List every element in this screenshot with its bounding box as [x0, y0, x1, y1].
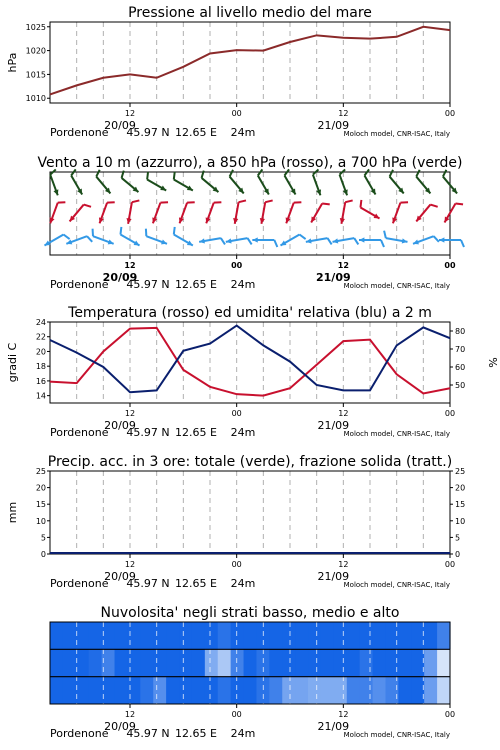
cloud-cell	[347, 622, 361, 649]
wind-feather	[381, 240, 384, 247]
cloud-cell	[437, 677, 451, 704]
cloud-cell	[89, 622, 103, 649]
cloud-cell	[127, 677, 141, 704]
x-tick-label: 12	[124, 261, 136, 270]
wind-barb	[233, 200, 246, 223]
wind-feather	[221, 238, 225, 244]
location-elev: 24m	[230, 278, 256, 291]
cloud-cell	[153, 677, 167, 704]
cloud-cell	[63, 622, 77, 649]
model-credit: Moloch model, CNR-ISAC, Italy	[343, 731, 450, 739]
y2-tick-label: 0	[455, 550, 461, 559]
wind-feather	[247, 238, 251, 244]
location-lon: 12.65 E	[175, 126, 217, 139]
wind-barb	[439, 237, 464, 247]
x-tick-label: 00	[444, 261, 456, 270]
y2-tick-label: 15	[455, 500, 466, 510]
cloud-cell	[153, 649, 167, 676]
x-tick-label: 00	[231, 261, 243, 270]
cloud-cell	[269, 677, 283, 704]
y2-tick-label: 10	[455, 516, 466, 526]
pressure-panel	[6, 5, 455, 139]
wind-barb	[70, 205, 91, 222]
model-credit: Moloch model, CNR-ISAC, Italy	[343, 430, 450, 438]
cloud-cell	[282, 677, 296, 704]
cloud-cell	[424, 622, 438, 649]
y-tick-label: 1015	[25, 70, 46, 80]
y-tick-label: 1020	[25, 46, 46, 56]
cloud-cell	[373, 677, 387, 704]
cloud-cell	[437, 649, 451, 676]
location-lat: 45.97 N	[126, 126, 170, 139]
cloud-cell	[244, 649, 258, 676]
humidity-line	[50, 326, 450, 393]
cloud-cell	[360, 677, 374, 704]
wind-barb	[280, 235, 305, 246]
wind-feather	[132, 200, 139, 202]
cloud-cell	[63, 649, 77, 676]
y-tick-label: 16	[35, 376, 46, 386]
cloud-cell	[166, 622, 180, 649]
cloud-cell	[127, 622, 141, 649]
y-tick-label: 15	[35, 500, 46, 510]
y-tick-label: 20	[35, 347, 46, 357]
cloud-cell	[179, 649, 193, 676]
cloud-cell	[179, 622, 193, 649]
wind-barb	[416, 205, 437, 222]
location-lon: 12.65 E	[175, 426, 217, 439]
y-tick-label: 18	[35, 362, 46, 372]
cloud-cell	[308, 622, 322, 649]
wind-feather	[147, 172, 148, 180]
cloud-cell	[321, 649, 335, 676]
wind-barb	[44, 235, 69, 246]
cloud-cell	[231, 677, 245, 704]
cloud-cell	[76, 649, 90, 676]
pressure-line	[50, 27, 450, 95]
wind-panel	[37, 155, 464, 291]
x-tick-label: 12	[338, 109, 349, 118]
wind-title: Vento a 10 m (azzurro), a 850 hPa (rosso), a 700 hPa (verde)	[37, 155, 463, 171]
pressure-frame	[50, 22, 450, 103]
cloud-cell	[308, 649, 322, 676]
x-tick-label: 12	[338, 710, 349, 719]
location-name: Pordenone	[50, 577, 109, 590]
wind-barb	[286, 202, 302, 223]
cloud-cell	[269, 649, 283, 676]
location-lat: 45.97 N	[126, 727, 170, 740]
clouds-panel	[50, 605, 455, 740]
wind-barb	[445, 203, 464, 222]
cloud-cell	[360, 622, 374, 649]
cloud-cell	[269, 622, 283, 649]
wind-barb	[226, 238, 252, 244]
y2-tick-label: 70	[455, 345, 466, 354]
location-name: Pordenone	[50, 126, 109, 139]
cloud-cell	[295, 649, 309, 676]
cloud-cell	[373, 622, 387, 649]
cloud-cell	[398, 649, 412, 676]
location-lat: 45.97 N	[126, 278, 170, 291]
cloud-cell	[89, 649, 103, 676]
cloud-cell	[218, 622, 232, 649]
x-tick-label: 00	[444, 409, 456, 418]
location-lat: 45.97 N	[126, 426, 170, 439]
y-axis-label: mm	[6, 501, 19, 524]
y2-tick-label: 50	[455, 381, 466, 390]
wind-barb	[50, 202, 66, 223]
y-tick-label: 10	[35, 516, 46, 526]
cloud-cell	[308, 677, 322, 704]
x-tick-label: 12	[338, 560, 349, 569]
clouds-title: Nuvolosita' negli strati basso, medio e alto	[100, 605, 400, 621]
cloud-cell	[140, 649, 154, 676]
cloud-cell	[50, 622, 64, 649]
precip-title: Precip. acc. in 3 ore: totale (verde), frazione solida (tratt.)	[47, 454, 453, 470]
wind-feather	[120, 227, 121, 235]
wind-feather	[345, 200, 352, 202]
cloud-cell	[115, 649, 129, 676]
cloud-cell	[166, 649, 180, 676]
cloud-cell	[205, 622, 219, 649]
wind-barb	[413, 236, 439, 244]
cloud-cell	[89, 677, 103, 704]
cloud-cell	[218, 649, 232, 676]
cloud-cell	[437, 622, 451, 649]
y-axis-label: hPa	[6, 52, 19, 73]
model-credit: Moloch model, CNR-ISAC, Italy	[343, 581, 450, 589]
x-tick-label: 12	[124, 409, 136, 418]
wind-feather	[174, 227, 175, 235]
cloud-cell	[115, 622, 129, 649]
model-credit: Moloch model, CNR-ISAC, Italy	[343, 282, 450, 290]
wind-arrowhead	[252, 237, 257, 242]
y2-tick-label: 80	[455, 327, 466, 336]
wind-barb	[66, 236, 92, 244]
y-tick-label: 1025	[25, 22, 46, 32]
cloud-cell	[192, 622, 206, 649]
wind-feather	[300, 235, 306, 240]
wind-feather	[64, 235, 70, 240]
x-date-label: 20/09	[104, 570, 136, 583]
cloud-cell	[231, 649, 245, 676]
x-tick-label: 00	[231, 409, 242, 418]
y2-tick-label: 5	[455, 533, 461, 543]
y2-tick-label: 20	[455, 483, 466, 493]
wind-arrowhead	[439, 237, 444, 242]
x-tick-label: 12	[124, 710, 136, 719]
wind-feather	[265, 200, 272, 202]
wind-barb	[50, 169, 58, 195]
cloud-cell	[398, 677, 412, 704]
location-name: Pordenone	[50, 278, 109, 291]
precip-frame	[50, 471, 450, 554]
model-credit: Moloch model, CNR-ISAC, Italy	[343, 130, 450, 138]
cloud-cell	[140, 677, 154, 704]
wind-arrowhead	[359, 237, 364, 242]
x-date-label: 21/09	[316, 271, 351, 284]
wind-feather	[461, 240, 464, 247]
wind-feather	[430, 205, 437, 207]
location-name: Pordenone	[50, 727, 109, 740]
cloud-cell	[205, 649, 219, 676]
y-tick-label: 0	[40, 550, 46, 559]
location-lon: 12.65 E	[175, 577, 217, 590]
cloud-cell	[63, 677, 77, 704]
cloud-cell	[373, 649, 387, 676]
y2-axis-label: %	[486, 357, 499, 368]
wind-barb	[179, 202, 195, 223]
cloud-cell	[115, 677, 129, 704]
x-date-label: 21/09	[317, 419, 350, 432]
x-date-label: 21/09	[317, 720, 350, 733]
y-tick-label: 20	[35, 483, 46, 493]
wind-feather	[274, 240, 277, 247]
cloud-cell	[411, 622, 425, 649]
wind-barb	[99, 202, 115, 223]
cloud-cell	[321, 677, 335, 704]
y-tick-label: 5	[40, 533, 46, 543]
cloud-cell	[411, 649, 425, 676]
temperature-title: Temperatura (rosso) ed umidita' relativa (blu) a 2 m	[68, 305, 432, 321]
pressure-title: Pressione al livello medio del mare	[128, 5, 372, 21]
wind-feather	[360, 200, 361, 208]
x-tick-label: 12	[124, 109, 136, 118]
y2-tick-label: 60	[455, 363, 466, 372]
wind-feather	[322, 203, 330, 204]
cloud-cell	[179, 677, 193, 704]
cloud-cell	[50, 677, 64, 704]
x-tick-label: 00	[444, 710, 456, 719]
x-date-label: 20/09	[104, 720, 136, 733]
wind-barb	[260, 200, 273, 223]
cloud-cell	[192, 677, 206, 704]
cloud-cell	[282, 649, 296, 676]
x-tick-label: 12	[338, 409, 349, 418]
cloud-cell	[127, 649, 141, 676]
location-elev: 24m	[230, 126, 256, 139]
location-lon: 12.65 E	[175, 727, 217, 740]
cloud-cell	[424, 677, 438, 704]
cloud-cell	[347, 649, 361, 676]
location-name: Pordenone	[50, 426, 109, 439]
cloud-cell	[295, 622, 309, 649]
wind-barb	[333, 238, 359, 244]
wind-barb	[306, 238, 332, 244]
wind-barb	[252, 237, 277, 247]
cloud-cell	[244, 622, 258, 649]
y-tick-label: 22	[35, 332, 46, 342]
cloud-cell	[282, 622, 296, 649]
temperature-panel	[6, 305, 499, 439]
wind-barb	[384, 231, 407, 244]
cloud-cell	[231, 622, 245, 649]
temperature-line	[50, 328, 450, 396]
y2-tick-label: 25	[455, 467, 466, 476]
wind-feather	[354, 238, 358, 244]
wind-feather	[434, 236, 439, 242]
cloud-cell	[244, 677, 258, 704]
wind-arrowhead	[50, 217, 55, 223]
wind-feather	[239, 200, 246, 202]
cloud-cell	[334, 649, 348, 676]
x-tick-label: 00	[444, 109, 456, 118]
wind-arrowhead	[53, 189, 58, 195]
y-tick-label: 24	[35, 318, 46, 327]
y-tick-label: 14	[35, 391, 46, 401]
x-tick-label: 12	[337, 261, 349, 270]
cloud-cell	[76, 622, 90, 649]
y-tick-label: 1010	[25, 94, 46, 104]
x-date-label: 20/09	[104, 119, 136, 132]
wind-barb	[392, 202, 408, 223]
wind-barb	[126, 200, 139, 223]
x-tick-label: 00	[444, 560, 456, 569]
wind-feather	[456, 203, 464, 204]
wind-barb	[340, 200, 353, 223]
cloud-cell	[321, 622, 335, 649]
wind-arrowhead	[413, 239, 419, 244]
location-lat: 45.97 N	[126, 577, 170, 590]
location-lon: 12.65 E	[175, 278, 217, 291]
location-elev: 24m	[230, 577, 256, 590]
cloud-cell	[76, 677, 90, 704]
cloud-cell	[334, 677, 348, 704]
cloud-cell	[205, 677, 219, 704]
location-elev: 24m	[230, 426, 256, 439]
location-elev: 24m	[230, 727, 256, 740]
x-date-label: 20/09	[102, 271, 138, 284]
wind-feather	[87, 236, 92, 242]
wind-arrowhead	[66, 239, 72, 244]
x-tick-label: 12	[124, 560, 136, 569]
wind-feather	[84, 205, 91, 207]
y-axis-label: gradi C	[6, 342, 19, 383]
cloud-cell	[334, 622, 348, 649]
x-tick-label: 00	[231, 710, 242, 719]
x-date-label: 21/09	[317, 119, 350, 132]
wind-feather	[384, 231, 386, 238]
wind-feather	[174, 172, 175, 180]
cloud-cell	[166, 677, 180, 704]
y-tick-label: 25	[35, 467, 46, 476]
cloud-cell	[347, 677, 361, 704]
precip-panel	[6, 454, 465, 590]
cloud-cell	[295, 677, 309, 704]
wind-barb	[206, 202, 222, 223]
wind-arrowhead	[161, 239, 167, 244]
wind-feather	[327, 238, 331, 244]
cloud-cell	[398, 622, 412, 649]
x-date-label: 21/09	[317, 570, 350, 583]
x-tick-label: 00	[231, 560, 242, 569]
temperature-frame	[50, 322, 450, 403]
cloud-cell	[140, 622, 154, 649]
cloud-cell	[50, 649, 64, 676]
cloud-cell	[153, 622, 167, 649]
wind-barb	[359, 237, 384, 247]
x-date-label: 20/09	[104, 419, 136, 432]
cloud-cell	[192, 649, 206, 676]
cloud-cell	[424, 649, 438, 676]
wind-barb	[311, 203, 330, 222]
cloud-cell	[411, 677, 425, 704]
wind-barb	[152, 202, 168, 223]
cloud-cell	[218, 677, 232, 704]
wind-arrowhead	[108, 239, 114, 244]
x-tick-label: 00	[231, 109, 242, 118]
wind-barb	[199, 238, 225, 244]
cloud-cell	[360, 649, 374, 676]
